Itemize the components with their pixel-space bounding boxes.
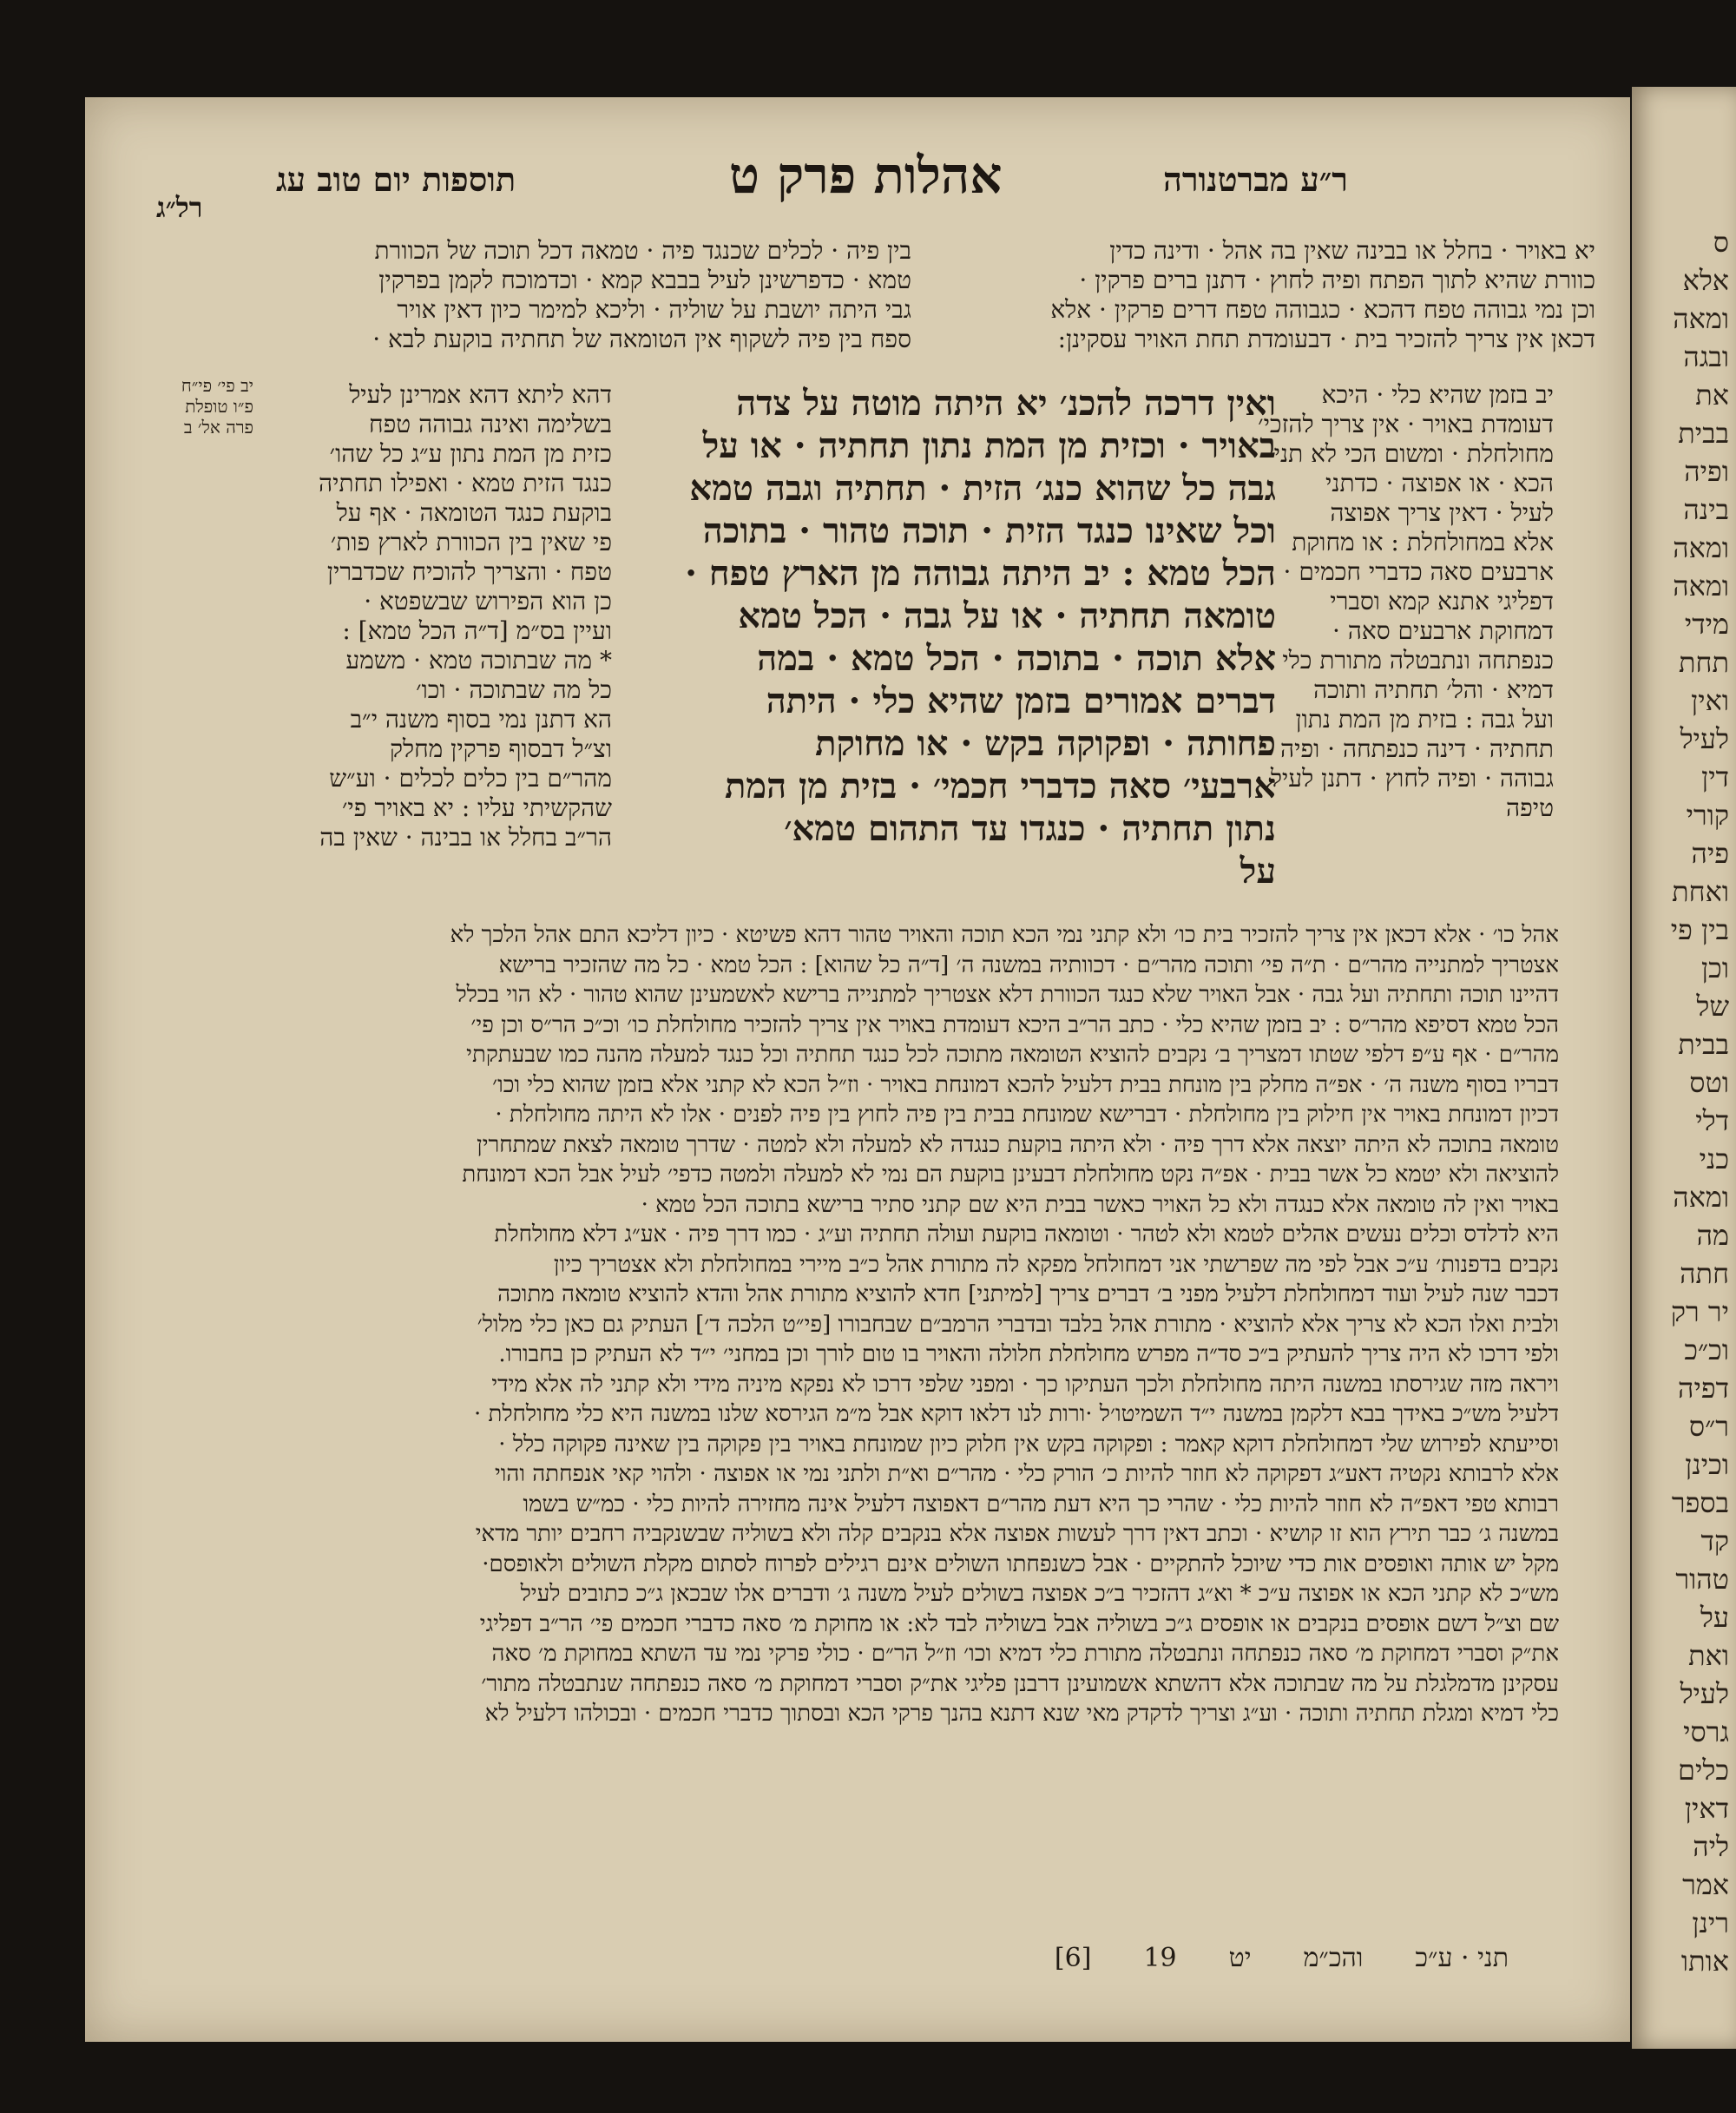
facing-page-fragment: ר״ס <box>1688 1410 1729 1443</box>
text-line: אלא תוכה · בתוכה · הכל טמא · במה <box>757 638 1276 679</box>
facing-page-fragment: וטס <box>1689 1066 1729 1099</box>
facing-page-fragment: אלא <box>1682 264 1729 297</box>
page-footer <box>432 1943 1509 1973</box>
facing-page-fragment: בבית <box>1678 1028 1729 1061</box>
facing-page-fragment: דפיה <box>1678 1372 1729 1405</box>
folio-number: רל״ג <box>156 191 203 224</box>
text-line: ועל גבה : בזית מן המת נתון <box>1295 705 1554 734</box>
text-line: רבותא טפי דאפ״ה לא חוזר להיות כלי · שהרי כך היא דעת מהר״ם דאפוצה דלעיל אינה מחזירה להיות כלי · כמ״ש בשמו <box>523 1491 1559 1517</box>
margin-note <box>132 375 253 438</box>
facing-page-fragment: דלי <box>1695 1104 1729 1137</box>
text-line: יא באויר · בחלל או בבינה שאין בה אהל · ודינה כדין <box>1109 236 1595 265</box>
footer-item: [6] <box>1054 1943 1092 1973</box>
page-title: אהלות פרק ט <box>729 146 1003 205</box>
text-line: דמיא · והל׳ תחתיה ותוכה <box>1313 675 1554 704</box>
facing-page-fragment: גרסי <box>1683 1715 1729 1748</box>
facing-page-fragment: ליה <box>1693 1830 1729 1863</box>
text-line: במשנה ג׳ כבר תירץ הוא זו קושיא · וכתב דאין דרך לעשות אפוצה אלא בנקבים קלה ולא בשוליה שבשנקביה רחבים יותר מדאי <box>475 1521 1559 1547</box>
text-line: הכא · או אפוצה · כדתני <box>1325 469 1554 497</box>
text-line: וכל שאינו כנגד הזית · תוכה טהור · בתוכה <box>702 510 1276 551</box>
footer-item: 19 <box>1143 1943 1177 1973</box>
facing-page-fragment: ס <box>1713 226 1729 259</box>
facing-page-fragment: אותו <box>1680 1945 1729 1978</box>
text-line: אצטריך למתנייה מהר״ם · ת״ה פי׳ ותוכה מהר״ם · דכוותיה במשנה ה׳ [ד״ה כל שהוא] : הכל טמא · כל מה שהזכיר ברישא <box>498 951 1559 978</box>
text-line: ארבעי׳ סאה כדברי חכמי׳ · בזית מן המת <box>724 766 1276 806</box>
facing-page-fragment: רינן <box>1692 1906 1729 1939</box>
facing-page-fragment: ומאה <box>1673 1181 1729 1214</box>
facing-page-fragment: דין <box>1701 760 1729 793</box>
text-line: ארבעים סאה כדברי חכמים · <box>1283 557 1554 586</box>
text-line: טומאה בתוכה לא היתה יוצאה אלא דרך פיה · ולא היתה בוקעת כנגדה לא למעלה ולא למטה · שדרך טומאה לצאת שמתחרין <box>477 1131 1559 1158</box>
text-line: שם וצ״ל דשם אופסים בנקבים או אופסים ג״כ בשוליה אבל בשוליה לבד לא: או מחוקת מ׳ סאה כדברי חכמים פי׳ הר״ב דפליגי <box>479 1610 1559 1637</box>
footer-item: תני · ע״כ <box>1415 1943 1509 1973</box>
facing-page-fragment: בין פי <box>1670 913 1729 946</box>
facing-page-fragment: וכ״כ <box>1684 1333 1729 1366</box>
text-line: טומאה תחתיה · או על גבה · הכל טמא <box>738 596 1276 636</box>
facing-page-fragment: תחת <box>1679 646 1729 679</box>
mishnah-text-column <box>625 382 1276 890</box>
text-line: טמא · כדפרשינן לעיל בבבא קמא · וכדמוכח לקמן בפרקין <box>378 266 911 294</box>
text-line: ואין דרכה להכנ׳ יא היתה מוטה על צדה <box>736 383 1276 424</box>
right-commentary-column <box>1255 380 1554 901</box>
facing-page-fragment: ומאה <box>1673 531 1729 564</box>
facing-page-edge <box>1632 87 1736 2049</box>
header-left: תוספות יום טוב עג <box>276 160 516 199</box>
text-line: כן הוא הפירוש שבשפטא · <box>364 587 612 615</box>
facing-page-fragment: מה <box>1696 1219 1729 1252</box>
text-line: הר״ב בחלל או בבינה · שאין בה <box>319 823 612 852</box>
text-line: כלי דמיא ומגלת תחתיה ותוכה · וע״ג וצריך לדקדק מאי שנא דתנא בהנך פרקי הכא ובסתוך כדברי חכמים · ובכולהו דלעיל לא <box>484 1701 1559 1727</box>
facing-page-fragment: בספר <box>1671 1486 1729 1519</box>
text-line: דמחוקת ארבעים סאה · <box>1332 616 1554 645</box>
facing-page-fragment: וכינן <box>1685 1448 1729 1481</box>
text-line: וצ״ל דבסוף פרקין מחלק <box>390 734 612 763</box>
text-line: בשלימה ואינה גבוהה טפח <box>369 410 612 438</box>
text-line: הכל טמא : יב היתה גבוהה מן הארץ טפח · <box>685 553 1276 594</box>
text-line: פי שאין בין הכוורת לארץ פות׳ <box>330 528 612 556</box>
text-line: מקל יש אותה ואופסים אות כדי שיוכל להתקיים · אבל כשנפחתו השולים אינם רגילים לפרוח לסתום מקלת השולים ולאופסם· <box>482 1550 1559 1577</box>
text-line: הא דתנן נמי בסוף משנה י״ב <box>350 705 612 734</box>
facing-page-fragment: ואת <box>1688 1639 1729 1672</box>
text-line: ולפי דרכו לא היה צריך להעתיק ב״כ סד״ה מפרש מחולחלת חלולה והאויר בו טום לורך וכן במחני׳ י״ד לא העתיק כן בחבורו. <box>498 1341 1559 1367</box>
facing-page-fragment: בבית <box>1678 417 1729 450</box>
text-line: לעיל · דאין צריך אפוצה <box>1330 498 1554 527</box>
top-right-commentary <box>927 236 1595 373</box>
text-line: דפליגי אתנא קמא וסברי <box>1330 587 1554 615</box>
text-line: כזית מן המת נתון ע״ג כל שהו׳ <box>329 439 612 468</box>
text-line: בין פיה · לכלים שכנגד פיה · טמאה דכל תוכה של הכוורת <box>374 236 911 265</box>
text-line: גבוהה · ופיה לחוץ · דתנן לעיל · <box>1255 764 1554 793</box>
text-line: שהקשיתי עליו : יא באויר פי׳ <box>341 793 612 822</box>
text-line: יב פי׳ פי״ח <box>181 375 253 396</box>
facing-page-fragment: קורי <box>1686 799 1729 832</box>
text-line: מש״כ לא קתני הכא או אפוצה ע״כ * וא״ג דהזכיר ב״כ אפוצה בשולים לעיל משנה ג׳ ודברים אלו שבכאן ג״כ כתובים לעיל <box>520 1581 1559 1607</box>
facing-page-fragment: מידי <box>1684 608 1729 641</box>
text-line: עסקינן מדמלגלת על מה שבתוכה אלא דהשתא אשמועינן דרבנן פליגי את״ק וסברי דמחוקת מ׳ סאה כנפתחה שנתבטלה מתור׳ <box>481 1670 1559 1697</box>
facing-page-fragment: ואחת <box>1672 875 1729 908</box>
text-line: דכבר שנה לעיל ועוד דמחולחלת דלעיל מפני ב׳ דברים צריך [למיתני] חדא להוציא מתורת אהל והדא להוציא טומאה מתוכה <box>497 1281 1559 1307</box>
facing-page-fragment: קד <box>1700 1524 1729 1557</box>
text-line: מהר״ם · אף ע״פ דלפי שטתו דמצריך ב׳ נקבים להוציא הטומאה מתוכה לכל כנגד תחתיה וכל כנגד למעלה מהנה כמו שבעתקתי <box>466 1042 1559 1068</box>
text-line: גבה כל שהוא כנג׳ הזית · תחתיה וגבה טמא <box>689 468 1276 509</box>
text-line: בוקעת כנגד הטומאה · אף על <box>336 498 612 527</box>
text-line: אלא במחולחלת : או מחוקת <box>1292 528 1554 556</box>
facing-page-fragment: ופיה <box>1684 455 1729 488</box>
text-line: באויר ואין לה טומאה אלא כנגדה ולא כל האויר כאשר בבית היא שם קתני סתיר ברישא בתוכה הכל טמא · <box>641 1191 1559 1218</box>
footer-item: יט <box>1228 1943 1252 1973</box>
facing-page-fragment: ומאה <box>1673 302 1729 335</box>
text-line: כוורת שהיא לתוך הפתח ופיה לחוץ · דתנן ברים פרקין · <box>1079 266 1595 294</box>
text-line: אלא לרבותא נקטיה דאע״ג דפקוקה לא חוזר להיות כ׳ הורק כלי · מהר״ם וא״ת ולתני נמי או אפוצה · ולהוי קאי אנפחתה והוי <box>494 1461 1559 1487</box>
text-line: נקבים בדפנות׳ ע״כ אבל לפי מה שפרשתי אני דמחולחל מפקא לה מתורת אהל כ״ב מיירי במחולחלת ולא אצטריך כיון <box>553 1251 1559 1278</box>
facing-page-fragment: ומאה <box>1673 569 1729 602</box>
facing-page-fragment: כני <box>1699 1142 1729 1175</box>
facing-page-fragment: דאין <box>1684 1792 1729 1825</box>
text-line: דהא ליתא דהא אמרינן לעיל <box>349 380 612 409</box>
text-line: תחתיה · דינה כנפתחה · ופיה <box>1280 734 1554 763</box>
text-line: להוציאה ולא יטמא כל אשר בבית · אפ״ה נקט מחולחלת דבעינן בוקעת הם נמי לא למעלה ולמטה כדפי׳ לעיל אבל הכא דמונחת <box>462 1162 1559 1188</box>
text-line: כנפתחה ונתבטלה מתורת כלי <box>1282 646 1554 675</box>
text-line: פחותה · ופקוקה בקש · או מחוקת <box>815 723 1276 764</box>
text-line: כנגד הזית טמא · ואפילו תחתיה <box>319 469 612 497</box>
facing-page-fragment: אמר <box>1682 1868 1729 1901</box>
text-line: היא לדלדס וכלים נעשים אהלים לטמא ולא לטהר · וטומאה בוקעת ועולה תחתיה וע״ג · כמו דרך פיה · אע״ג דלא מחולחלת <box>494 1221 1559 1247</box>
text-line: הכל טמא דסיפא מהר״ס : יב בזמן שהיא כלי · כתב הר״ב היכא דעומדת באויר אין צריך להזכיר מחולחלת כו׳ וכ״כ הר״ס וכן פי׳ <box>470 1011 1559 1038</box>
text-line: נתון תחתיה · כנגדו עד התהום טמא׳ <box>784 808 1276 849</box>
facing-page-fragment: חתה <box>1680 1257 1729 1290</box>
facing-page-fragment: של <box>1696 990 1729 1023</box>
text-line: כל מה שבתוכה · וכו׳ <box>416 675 612 704</box>
text-line: מהר״ם בין כלים לכלים · וע״ש <box>329 764 612 793</box>
text-line: וכן נמי גבוהה טפח דהכא · כגבוהה טפח דרים פרקין · אלא <box>1050 295 1595 324</box>
text-line: * מה שבתוכה טמא · משמע <box>345 646 612 675</box>
facing-page-fragment: ובגה <box>1683 340 1729 373</box>
text-line: פ״ו טופלת <box>185 396 253 417</box>
footer-item: והכ״מ <box>1303 1943 1364 1973</box>
facing-page-fragment: יר רק <box>1670 1295 1729 1328</box>
text-line: ויראה מזה שגירסתו במשנה היתה מחולחלת ולכך העתיקו כך · ומפני שלפי דרכו לא נפקא מיניה מידי ולא קתני לה אלא מידי <box>491 1371 1559 1398</box>
facing-page-fragment: על <box>1700 1601 1729 1634</box>
header-right: ר״ע מברטנורה <box>1163 160 1348 199</box>
facing-page-fragment: לעיל <box>1680 722 1729 755</box>
text-line: ספח בין פיה לשקוף אין הטומאה של תחתיה בוקעת לבא · <box>372 325 911 353</box>
text-line: דברים אמורים בזמן שהיא כלי · היתה <box>766 681 1276 721</box>
text-line: דבריו בסוף משנה ה׳ · אפ״ה מחלק בין מונחת בבית דלעיל להכא דמונחת באויר · וז״ל הכא לא קתני אלא בזמן שהוא כלי וכו׳ <box>492 1071 1559 1098</box>
text-line: ועיין בס״מ [ד״ה הכל טמא] : <box>342 616 612 645</box>
text-line: את״ק וסברי דמחוקת מ׳ סאה כנפתחה ונתבטלה מתורת כלי דמיא וכו׳ וז״ל הר״ם · כולי פרקי נמי עד השתא במחוקת מ׳ סאה <box>491 1641 1559 1667</box>
facing-page-fragment: לעיל <box>1680 1677 1729 1710</box>
text-line: טפח · והצריך להוכיח שכדברין <box>326 557 612 586</box>
text-line: וסייעתא לפירוש שלי דמחולחלת דוקא קאמר : ופקוקה בקש אין חלוק כיון שמונחת באויר בין פקוקה בין שאינה פקוקה כלל · <box>498 1431 1559 1458</box>
text-line: דלעיל מש״כ באידך בבא דלקמן במשנה י״ד השמיטו׳ל ·ורות לנו דלאו דוקא אבל מ״מ הגירסא שלנו במשנה היא כלי מחולחלת · <box>473 1401 1559 1427</box>
text-line: גבי היתה יושבת על שוליה · וליכא למימר כיון דאין אויר <box>397 295 911 324</box>
text-line: טיפה <box>1505 793 1554 822</box>
facing-page-fragment: כלים <box>1678 1754 1729 1787</box>
facing-page-fragment: בינה <box>1683 493 1729 526</box>
text-line: פרה אל׳ ב <box>183 417 253 438</box>
facing-page-fragment: פיה <box>1691 837 1729 870</box>
text-line: דכיון דמונחת באויר אין חילוק בין מחולחלת · דברישא שמונחת בבית בין פיה לחוץ בין פיה לפנים · אלו לא היתה מחולחלת · <box>495 1102 1559 1128</box>
text-line: באויר · וכזית מן המת נתון תחתיה · או על <box>702 425 1276 466</box>
text-line: ולבית ואלו הכא לא צריך אלא להוציא · מתורת אהל בלבד ובדברי הרמב״ם שבחבורו [פי״ט הלכה ד׳] העתיק גם כאן כלי מלול׳ <box>477 1311 1559 1338</box>
text-line: אהל כו׳ · אלא דכאן אין צריך להזכיר בית כו׳ ולא קתני נמי הכא תוכה והאויר טהור דהא פשיטא · כיון דליכא התם אהל הלכך לא <box>450 922 1559 948</box>
facing-page-fragment: וכן <box>1701 951 1729 984</box>
facing-page-fragment: טהור <box>1675 1563 1729 1596</box>
facing-page-fragment: את <box>1695 378 1729 411</box>
top-left-commentary <box>243 236 911 373</box>
text-line: דהיינו תוכה ותחתיה ועל גבה · אבל האויר שלא כנגד הכוורת דלא אצטריך למתנייה ברישא לאשמעינן שהוא טהור · לא הוי בכלל <box>456 982 1559 1008</box>
commentary-body <box>257 920 1559 1945</box>
text-line: דעומדת באויר · אין צריך להזכי׳ <box>1258 410 1554 438</box>
text-line: מחולחלת · ומשום הכי לא תני <box>1273 439 1554 468</box>
text-line: יב בזמן שהיא כלי · היכא <box>1321 380 1554 409</box>
left-commentary-column <box>243 380 612 927</box>
facing-page-fragment: ואין <box>1691 684 1729 717</box>
text-line: דכאן אין צריך להזכיר בית · דבעומדת תחת האויר עסקינן: <box>1057 325 1595 353</box>
text-line: על <box>1240 851 1276 892</box>
